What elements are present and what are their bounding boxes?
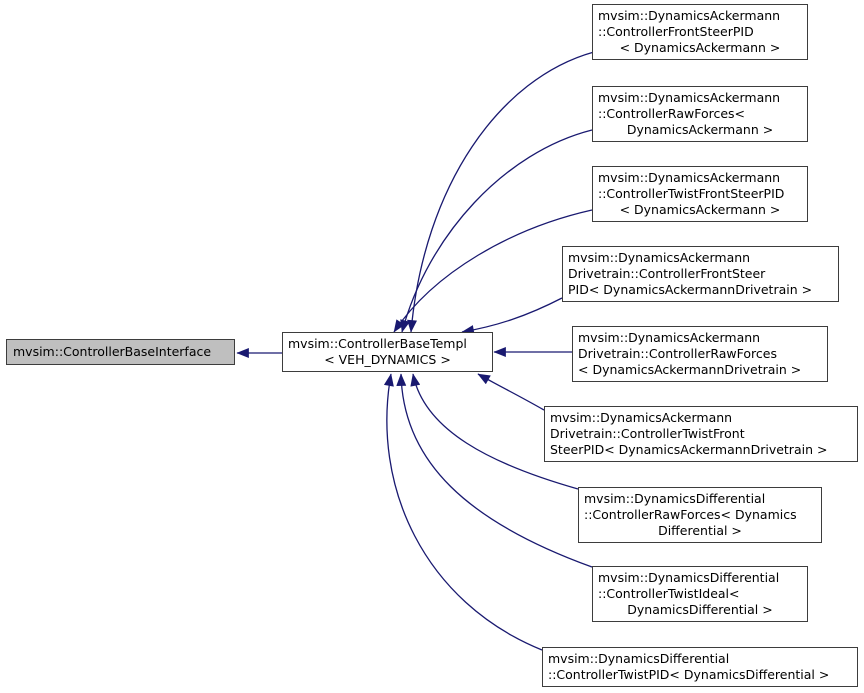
node-ackermann-drivetrain-controller-front-steer-pid[interactable]: [562, 246, 839, 302]
node-differential-controller-twist-pid[interactable]: [542, 647, 858, 687]
node-label-line: DynamicsAckermann >: [626, 122, 774, 137]
node-label-line: mvsim::ControllerBaseInterface: [13, 344, 212, 359]
node-label-line: mvsim::DynamicsAckermann: [598, 170, 781, 185]
node-ackermann-drivetrain-controller-raw-forces[interactable]: [572, 326, 828, 382]
node-label-line: PID< DynamicsAckermannDrivetrain >: [568, 282, 813, 297]
node-label-line: Differential >: [658, 523, 742, 538]
node-label-line: < DynamicsAckermann >: [619, 202, 781, 217]
node-label-line: < VEH_DYNAMICS >: [324, 352, 451, 367]
node-label-line: ::ControllerTwistFrontSteerPID: [598, 186, 785, 201]
node-differential-controller-twist-ideal[interactable]: [592, 566, 808, 622]
node-label-line: ::ControllerFrontSteerPID: [598, 24, 754, 39]
node-label-line: DynamicsDifferential >: [627, 602, 773, 617]
node-ackermann-controller-front-steer-pid[interactable]: [592, 4, 808, 60]
node-label-line: mvsim::DynamicsAckermann: [578, 330, 761, 345]
edge-diff-twist-pid: [387, 374, 542, 650]
node-label-line: SteerPID< DynamicsAckermannDrivetrain >: [550, 442, 828, 457]
node-label-line: mvsim::DynamicsDifferential: [598, 570, 780, 585]
edge-ackdt-twist-front-steer-pid: [478, 374, 544, 410]
node-ackermann-controller-raw-forces[interactable]: [592, 86, 808, 142]
node-label-line: ::ControllerRawForces< Dynamics: [584, 507, 797, 522]
node-ackermann-drivetrain-controller-twist-front-steer-pid[interactable]: [544, 406, 858, 462]
node-ackermann-controller-twist-front-steer-pid[interactable]: [592, 166, 808, 222]
edge-diff-twist-ideal: [401, 374, 592, 567]
node-label-line: ::ControllerTwistPID< DynamicsDifferential >: [548, 667, 830, 682]
edge-ackdt-front-steer-pid: [462, 298, 562, 332]
node-differential-controller-raw-forces[interactable]: [578, 487, 822, 543]
node-label-line: mvsim::DynamicsAckermann: [598, 90, 781, 105]
node-label-line: ::ControllerTwistIdeal<: [598, 586, 740, 601]
node-label-line: ::ControllerRawForces<: [598, 106, 746, 121]
node-label-line: mvsim::DynamicsAckermann: [598, 8, 781, 23]
node-label-line: < DynamicsAckermann >: [619, 40, 781, 55]
node-label-line: mvsim::DynamicsAckermann: [550, 410, 733, 425]
node-label-line: < DynamicsAckermannDrivetrain >: [578, 362, 802, 377]
node-label-line: mvsim::DynamicsDifferential: [584, 491, 766, 506]
node-label-line: mvsim::ControllerBaseTempl: [288, 336, 467, 351]
node-label-line: Drivetrain::ControllerFrontSteer: [568, 266, 766, 281]
node-label-line: mvsim::DynamicsDifferential: [548, 651, 730, 666]
node-label-line: Drivetrain::ControllerRawForces: [578, 346, 777, 361]
node-label-line: Drivetrain::ControllerTwistFront: [550, 426, 745, 441]
node-label-line: mvsim::DynamicsAckermann: [568, 250, 751, 265]
node-controller-base-interface: [6, 339, 235, 365]
node-controller-base-templ[interactable]: [282, 332, 493, 372]
